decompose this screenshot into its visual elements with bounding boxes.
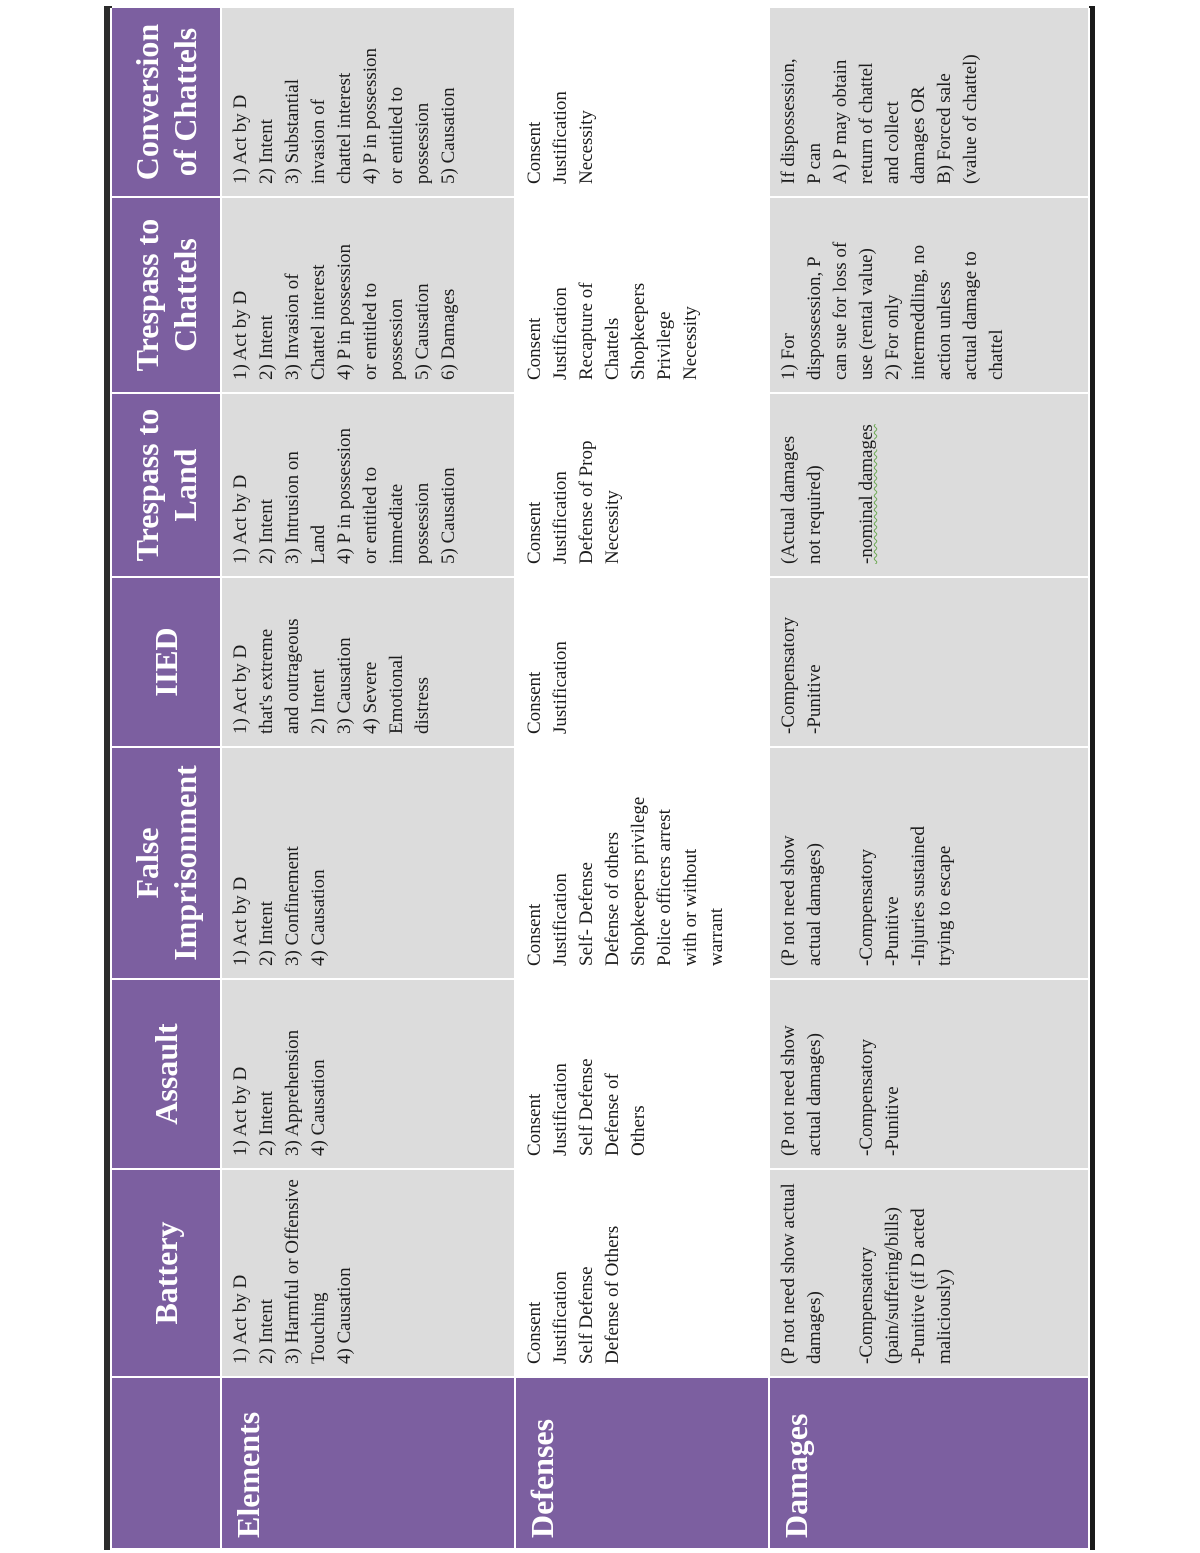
cell-line: Self Defense [576, 1266, 597, 1364]
cell-line: 3) Harmful or Offensive [282, 1179, 303, 1364]
cell-line: Necessity [680, 306, 701, 380]
cell-line: Consent [524, 1093, 545, 1156]
cell-line: 4) Causation [308, 869, 329, 966]
cell-line: chattel interest [334, 72, 355, 184]
cell-line: or entitled to [360, 466, 381, 564]
cell-line: Consent [524, 501, 545, 564]
cell-line: -Compensatory [856, 1038, 877, 1156]
row-header-elements: Elements [221, 1377, 515, 1549]
cell-line: Consent [524, 903, 545, 966]
col-header-iied: IIED [111, 577, 221, 747]
cell-battery-defenses [515, 1169, 769, 1377]
cell-line: Justification [550, 641, 571, 734]
cell-line: 5) Causation [438, 467, 459, 564]
cell-line: Chattel interest [308, 264, 329, 380]
cell-line: actual damages) [804, 843, 825, 966]
cell-line: 3) Substantial [282, 78, 303, 184]
cell-line: Shopkeepers [628, 282, 649, 380]
cell-battery-damages [769, 1169, 1089, 1377]
cell-line: Justification [550, 1271, 571, 1364]
cell-line: Touching [308, 1292, 329, 1364]
cell-line: P can [804, 143, 825, 184]
cell-conversion-defenses [515, 8, 769, 197]
cell-line: 4) P in possession [334, 243, 355, 380]
cell-line: that's extreme [256, 628, 277, 734]
cell-line: Emotional [386, 654, 407, 734]
cell-line: (P not need show actual [778, 1183, 799, 1364]
cell-line: Necessity [576, 110, 597, 184]
cell-line: possession [386, 298, 407, 380]
cell-line: -Compensatory [778, 616, 799, 734]
cell-line: 1) Act by D [230, 290, 251, 380]
col-header-conversion-of-chattels: Conversion of Chattels [111, 8, 221, 197]
cell-line: Police officers arrest [654, 809, 675, 966]
cell-line: Defense of [602, 1073, 623, 1156]
cell-line: 4) Causation [308, 1059, 329, 1156]
cell-line: Justification [550, 471, 571, 564]
col-header-trespass-to-chattels: Trespass to Chattels [111, 197, 221, 393]
cell-line: Shopkeepers privilege [628, 796, 649, 966]
scanned-page [110, 8, 1090, 1550]
cell-line: maliciously) [934, 1269, 955, 1364]
cell-line: Consent [524, 1301, 545, 1364]
cell-line: Consent [524, 671, 545, 734]
rotated-table-container [110, 8, 1090, 1550]
cell-line: 4) P in possession [360, 47, 381, 184]
cell-assault-elements [221, 979, 515, 1169]
cell-line: 1) Act by D [230, 94, 251, 184]
cell-line: 2) Intent [256, 1091, 277, 1156]
cell-line: possession [412, 482, 433, 564]
cell-line: Justification [550, 287, 571, 380]
cell-trespass-land-damages [769, 393, 1089, 577]
cell-line: 5) Causation [412, 283, 433, 380]
cell-trespass-land-defenses [515, 393, 769, 577]
cell-line: -Punitive [882, 1086, 903, 1156]
cell-line: 2) Intent [256, 315, 277, 380]
cell-line: 5) Causation [438, 87, 459, 184]
cell-line: can sue for loss of [830, 241, 851, 380]
cell-line: invasion of [308, 99, 329, 184]
cell-line: damages) [804, 1291, 825, 1364]
cell-line: 2) Intent [256, 119, 277, 184]
cell-line: Consent [524, 317, 545, 380]
cell-trespass-chattels-damages [769, 197, 1089, 393]
cell-assault-damages [769, 979, 1089, 1169]
cell-line: 2) For only [882, 294, 903, 380]
cell-line: (value of chattel) [960, 54, 981, 184]
cell-line: possession [412, 102, 433, 184]
cell-trespass-chattels-elements [221, 197, 515, 393]
cell-line: 2) Intent [256, 499, 277, 564]
cell-line: B) Forced sale [934, 73, 955, 184]
cell-line: intermeddling, no [908, 244, 929, 380]
defenses-row [515, 8, 769, 1549]
cell-line: and outrageous [282, 618, 303, 734]
cell-line: 3) Invasion of [282, 273, 303, 380]
cell-line: Recapture of [576, 282, 597, 380]
cell-line: -Compensatory [856, 1246, 877, 1364]
cell-false-imprisonment-defenses [515, 747, 769, 979]
cell-line: (Actual damages [778, 435, 799, 564]
cell-battery-elements [221, 1169, 515, 1377]
cell-assault-defenses [515, 979, 769, 1169]
cell-line: Chattels [602, 317, 623, 380]
cell-line: (P not need show [778, 835, 799, 966]
col-header-battery: Battery [111, 1169, 221, 1377]
elements-row [221, 8, 515, 1549]
col-header-false-imprisonment: False Imprisonment [111, 747, 221, 979]
cell-iied-elements [221, 577, 515, 747]
row-header-damages: Damages [769, 1377, 1089, 1549]
cell-line: Privilege [654, 311, 675, 380]
cell-line: distress [412, 677, 433, 734]
cell-line: Self Defense [576, 1058, 597, 1156]
cell-line: Land [308, 524, 329, 564]
cell-line: 2) Intent [256, 901, 277, 966]
cell-line: immediate [386, 483, 407, 564]
cell-line: return of chattel [856, 62, 877, 184]
cell-false-imprisonment-damages [769, 747, 1089, 979]
cell-line: and collect [882, 101, 903, 184]
cell-line: (P not need show [778, 1025, 799, 1156]
cell-conversion-elements [221, 8, 515, 197]
cell-trespass-land-elements [221, 393, 515, 577]
torts-table [110, 8, 1090, 1550]
cell-line: 3) Causation [334, 637, 355, 734]
cell-line: 2) Intent [308, 669, 329, 734]
cell-trespass-chattels-defenses [515, 197, 769, 393]
cell-line: 3) Intrusion on [282, 451, 303, 564]
cell-line: 4) Severe [360, 661, 381, 734]
col-header-trespass-to-land: Trespass to Land [111, 393, 221, 577]
cell-line: 4) Causation [334, 1267, 355, 1364]
cell-line: 1) Act by D [230, 876, 251, 966]
cell-line: -Injuries sustained [908, 826, 929, 966]
cell-line: Consent [524, 121, 545, 184]
cell-line: chattel [986, 329, 1007, 380]
cell-conversion-damages [769, 8, 1089, 197]
damages-row [769, 8, 1089, 1549]
cell-line: -nominal damages [856, 424, 877, 564]
col-header-assault: Assault [111, 979, 221, 1169]
cell-line: (pain/suffering/bills) [882, 1207, 903, 1364]
cell-line: Self- Defense [576, 862, 597, 966]
cell-line: Justification [550, 873, 571, 966]
cell-line: 3) Confinement [282, 846, 303, 966]
cell-line: actual damages) [804, 1033, 825, 1156]
cell-line: A) P may obtain [830, 59, 851, 184]
cell-line: Others [628, 1105, 649, 1156]
cell-line: 3) Apprehension [282, 1029, 303, 1156]
cell-line: 1) For [778, 333, 799, 380]
cell-line: Justification [550, 1063, 571, 1156]
cell-false-imprisonment-elements [221, 747, 515, 979]
cell-line: actual damage to [960, 251, 981, 380]
cell-line: Defense of Others [602, 1225, 623, 1364]
cell-line: Defense of others [602, 831, 623, 966]
cell-iied-defenses [515, 577, 769, 747]
cell-line: 1) Act by D [230, 474, 251, 564]
cell-line: action unless [934, 281, 955, 380]
cell-line: or entitled to [386, 86, 407, 184]
header-row [111, 8, 221, 1549]
cell-line: use (rental value) [856, 248, 877, 380]
cell-line: or entitled to [360, 282, 381, 380]
cell-line: 4) P in possession [334, 427, 355, 564]
cell-line: 1) Act by D [230, 644, 251, 734]
corner-cell [111, 1377, 221, 1549]
cell-line: warrant [706, 907, 727, 966]
cell-line: damages OR [908, 86, 929, 184]
cell-line: -Compensatory [856, 848, 877, 966]
cell-line: dispossession, P [804, 256, 825, 380]
cell-line: trying to escape [934, 845, 955, 966]
cell-line: -Punitive [804, 664, 825, 734]
cell-line: 2) Intent [256, 1299, 277, 1364]
cell-line: 1) Act by D [230, 1274, 251, 1364]
cell-line: Defense of Prop [576, 440, 597, 564]
cell-line: Necessity [602, 490, 623, 564]
cell-line: Justification [550, 91, 571, 184]
row-header-defenses: Defenses [515, 1377, 769, 1549]
cell-line: with or without [680, 848, 701, 966]
cell-line: -Punitive (if D acted [908, 1208, 929, 1364]
cell-iied-damages [769, 577, 1089, 747]
cell-line: -Punitive [882, 896, 903, 966]
cell-line: 1) Act by D [230, 1066, 251, 1156]
cell-line: 6) Damages [438, 288, 459, 380]
cell-line: If dispossession, [778, 58, 799, 184]
cell-line: not required) [804, 465, 825, 564]
